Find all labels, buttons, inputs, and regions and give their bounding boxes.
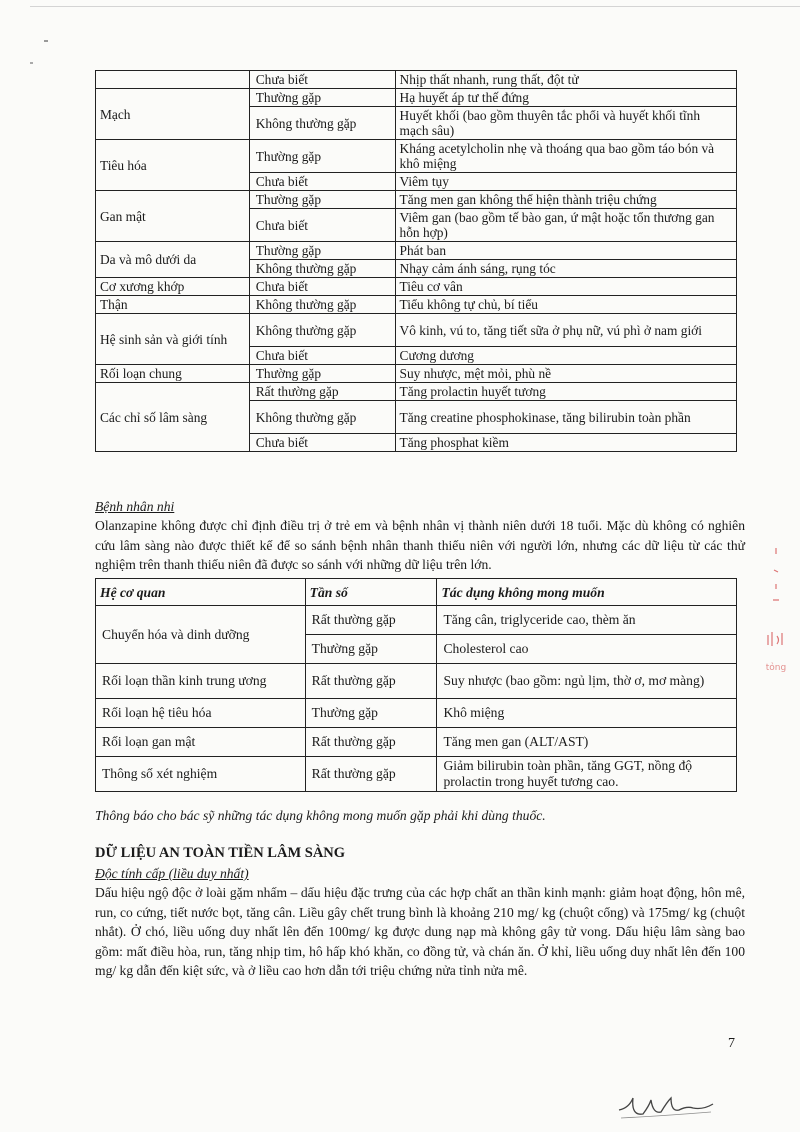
effect-cell: Khô miệng (437, 699, 737, 728)
page-number: 7 (728, 1036, 735, 1051)
effect-cell: Nhịp thất nhanh, rung thất, đột tử (395, 71, 736, 89)
system-cell: Rối loạn hệ tiêu hóa (96, 699, 306, 728)
column-header-frequency: Tần số (305, 579, 437, 606)
effect-cell: Tăng men gan (ALT/AST) (437, 728, 737, 757)
frequency-cell: Rất thường gặp (305, 664, 437, 699)
frequency-cell: Thường gặp (249, 140, 395, 173)
effect-cell: Tiêu cơ vân (395, 278, 736, 296)
system-cell: Gan mật (96, 191, 250, 242)
effect-cell: Phát ban (395, 242, 736, 260)
frequency-cell: Chưa biết (249, 347, 395, 365)
section-heading-preclinical: DỮ LIỆU AN TOÀN TIỀN LÂM SÀNG (95, 845, 346, 861)
table-row (96, 278, 737, 296)
effect-cell: Tăng prolactin huyết tương (395, 383, 736, 401)
system-cell: Hệ sinh sản và giới tính (96, 314, 250, 365)
table-row (96, 699, 737, 728)
frequency-cell: Chưa biết (249, 278, 395, 296)
frequency-cell: Chưa biết (249, 71, 395, 89)
column-header-effect: Tác dụng không mong muốn (437, 579, 737, 606)
scan-top-edge (30, 6, 800, 7)
frequency-cell: Rất thường gặp (305, 728, 437, 757)
effect-cell: Viêm gan (bao gồm tế bào gan, ứ mật hoặc tổn thương gan hỗn hợp) (395, 209, 736, 242)
system-cell (96, 71, 250, 89)
table-row (96, 383, 737, 401)
system-cell: Thông số xét nghiệm (96, 757, 306, 792)
frequency-cell: Rất thường gặp (305, 757, 437, 792)
system-cell: Các chỉ số lâm sàng (96, 383, 250, 452)
effect-cell: Hạ huyết áp tư thế đứng (395, 89, 736, 107)
table-row (96, 296, 737, 314)
table-row (96, 191, 737, 209)
table-row (96, 89, 737, 107)
table-row (96, 242, 737, 260)
frequency-cell: Không thường gặp (249, 107, 395, 140)
frequency-cell: Thường gặp (249, 191, 395, 209)
system-cell: Rối loạn chung (96, 365, 250, 383)
effect-cell: Suy nhược (bao gồm: ngủ lịm, thờ ơ, mơ màng) (437, 664, 737, 699)
frequency-cell: Thường gặp (249, 242, 395, 260)
table-row (96, 664, 737, 699)
section-subtitle-pediatric: Bệnh nhân nhi (95, 499, 175, 514)
adverse-effects-table (95, 70, 737, 452)
effect-cell: Suy nhược, mệt mỏi, phù nề (395, 365, 736, 383)
table-row (96, 606, 737, 635)
system-cell: Rối loạn thần kinh trung ương (96, 664, 306, 699)
frequency-cell: Không thường gặp (249, 296, 395, 314)
frequency-cell: Thường gặp (249, 365, 395, 383)
system-cell: Tiêu hóa (96, 140, 250, 191)
table-row (96, 314, 737, 347)
effect-cell: Tăng creatine phosphokinase, tăng bilirubin toàn phần (395, 401, 736, 434)
frequency-cell: Rất thường gặp (305, 606, 437, 635)
acute-toxicity-paragraph: Dấu hiệu ngộ độc ở loài gặm nhấm – dấu hiệu đặc trưng của các hợp chất an thần kinh mạnh: giảm hoạt động, hôn mê, run, co cứng, tiết nước bọt, tăng cân. Liều gây chết trung bình là khoảng 210 mg/ kg (chuột cống) và 175mg/ kg (chuột nhắt). Ở chó, liều uống duy nhất lên đến 100mg/ kg được dung nạp mà không gây tử vong. Dấu hiệu lâm sàng bao gồm: mất điều hòa, run, tăng nhịp tim, hô hấp khó khăn, co đồng tử, và chán ăn. Ở khỉ, liều uống duy nhất lên đến 100 mg/ kg dẫn đến kiệt sức, và ở liều cao hơn dẫn tới triệu chứng nửa tỉnh nửa mê. (95, 885, 745, 978)
frequency-cell: Không thường gặp (249, 401, 395, 434)
effect-cell: Tăng cân, triglyceride cao, thèm ăn (437, 606, 737, 635)
scan-speck (44, 40, 48, 42)
pediatric-adverse-effects-table (95, 578, 737, 792)
frequency-cell: Chưa biết (249, 209, 395, 242)
margin-stamp (756, 540, 796, 680)
table-row (96, 365, 737, 383)
effect-cell: Viêm tụy (395, 173, 736, 191)
system-cell: Thận (96, 296, 250, 314)
system-cell: Cơ xương khớp (96, 278, 250, 296)
frequency-cell: Chưa biết (249, 434, 395, 452)
effect-cell: Cholesterol cao (437, 635, 737, 664)
signature (615, 1088, 725, 1124)
system-cell: Da và mô dưới da (96, 242, 250, 278)
effect-cell: Vô kinh, vú to, tăng tiết sữa ở phụ nữ, vú phì ở nam giới (395, 314, 736, 347)
pediatric-paragraph: Olanzapine không được chỉ định điều trị ở trẻ em và bệnh nhân vị thành niên dưới 18 tuổi. Mặc dù không có nghiên cứu lâm sàng nào được thiết kế để so sánh bệnh nhân thanh thiếu niên với người lớn, nhưng các dữ liệu từ các thử nghiệm trên thanh thiếu niên đã được so sánh với những dữ liệu trên lớn. (95, 518, 745, 572)
frequency-cell: Không thường gặp (249, 314, 395, 347)
frequency-cell: Thường gặp (305, 699, 437, 728)
table-row (96, 728, 737, 757)
table-header-row (96, 579, 737, 606)
system-cell: Rối loạn gan mật (96, 728, 306, 757)
frequency-cell: Thường gặp (305, 635, 437, 664)
frequency-cell: Thường gặp (249, 89, 395, 107)
table-row (96, 757, 737, 792)
section-subtitle-acute-toxicity: Độc tính cấp (liều duy nhất) (95, 866, 249, 881)
effect-cell: Nhạy cảm ánh sáng, rụng tóc (395, 260, 736, 278)
effect-cell: Huyết khối (bao gồm thuyên tắc phổi và huyết khối tĩnh mạch sâu) (395, 107, 736, 140)
table-row (96, 71, 737, 89)
frequency-cell: Chưa biết (249, 173, 395, 191)
table-row (96, 140, 737, 173)
system-cell: Chuyển hóa và dinh dưỡng (96, 606, 306, 664)
effect-cell: Giảm bilirubin toàn phần, tăng GGT, nồng độ prolactin trong huyết tương cao. (437, 757, 737, 792)
margin-stamp-text: tỏng (765, 663, 787, 673)
effect-cell: Tăng men gan không thể hiện thành triệu chứng (395, 191, 736, 209)
scan-speck (30, 62, 33, 64)
effect-cell: Tiểu không tự chủ, bí tiểu (395, 296, 736, 314)
column-header-system: Hệ cơ quan (96, 579, 306, 606)
effect-cell: Kháng acetylcholin nhẹ và thoáng qua bao gồm táo bón và khô miệng (395, 140, 736, 173)
system-cell: Mạch (96, 89, 250, 140)
frequency-cell: Không thường gặp (249, 260, 395, 278)
frequency-cell: Rất thường gặp (249, 383, 395, 401)
effect-cell: Tăng phosphat kiềm (395, 434, 736, 452)
effect-cell: Cương dương (395, 347, 736, 365)
adverse-effect-notice: Thông báo cho bác sỹ những tác dụng không mong muốn gặp phải khi dùng thuốc. (95, 808, 546, 823)
